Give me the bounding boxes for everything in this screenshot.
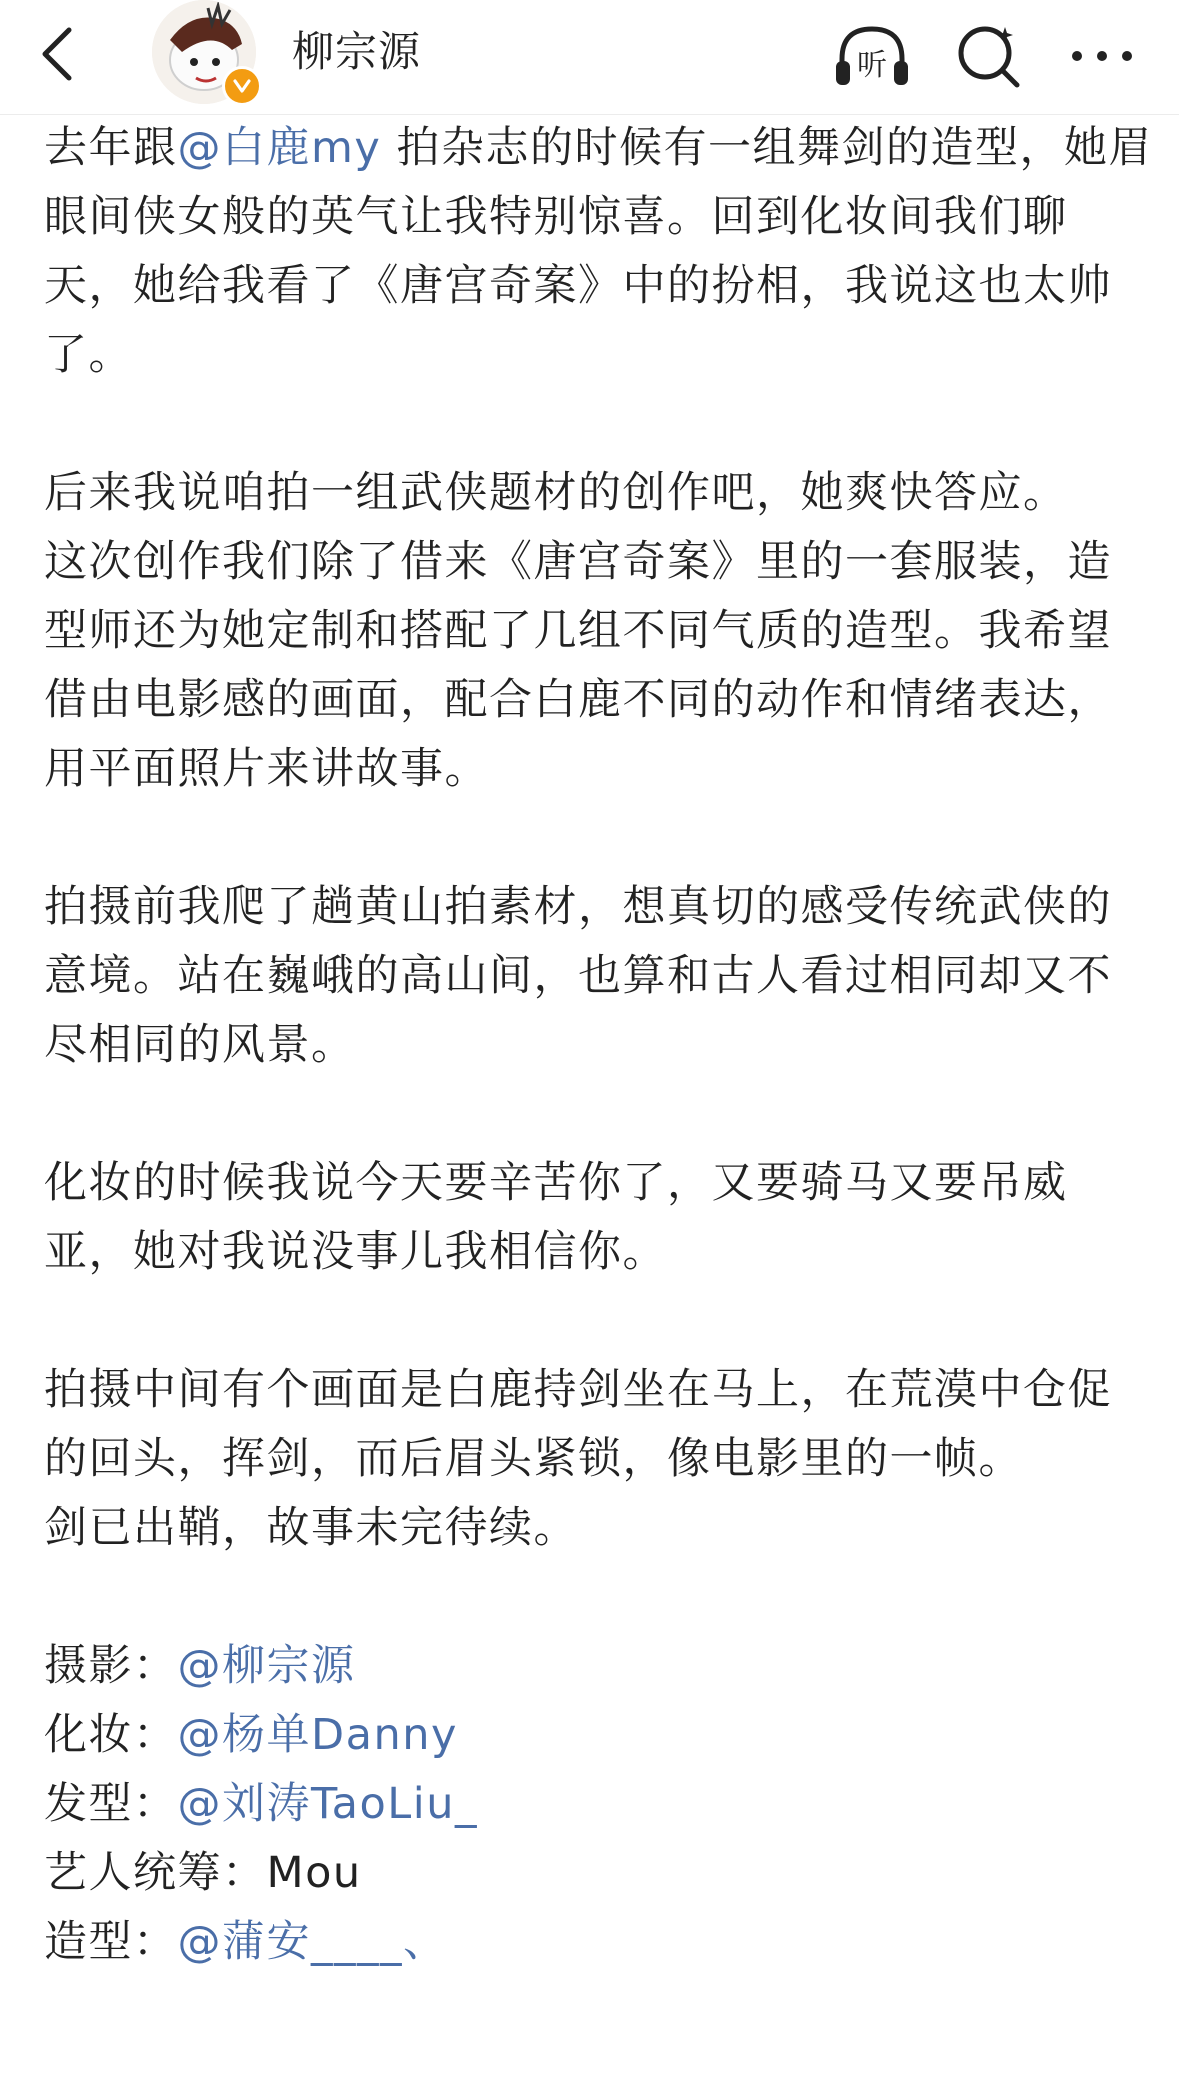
credit-label: 造型： xyxy=(44,1917,178,1967)
paragraph-gap xyxy=(44,1287,1154,1356)
paragraph-gap xyxy=(44,390,1154,459)
mention-link[interactable]: @白鹿my xyxy=(177,123,382,173)
search-icon xyxy=(953,21,1023,91)
post-author-name[interactable]: 柳宗源 xyxy=(292,27,422,76)
mention-link[interactable]: @杨单Danny xyxy=(177,1710,458,1760)
back-button[interactable] xyxy=(22,14,92,94)
paragraph-text: 拍杂志的时候有一组舞剑的造型，她眉眼间侠女般的英气让我特别惊喜。回到化妆间我们聊天，她给我看了《唐宫奇案》中的扮相，我说这也太帅了。 xyxy=(44,123,1154,380)
post-paragraph xyxy=(44,114,1154,390)
chevron-left-icon xyxy=(37,24,77,84)
listen-button[interactable] xyxy=(832,16,912,96)
paragraph-gap xyxy=(44,804,1154,873)
post-paragraph: 这次创作我们除了借来《唐宫奇案》里的一套服装，造型师还为她定制和搭配了几组不同气质的造型。我希望借由电影感的画面，配合白鹿不同的动作和情绪表达，用平面照片来讲故事。 xyxy=(44,537,1112,794)
post-paragraph: 后来我说咱拍一组武侠题材的创作吧，她爽快答应。 xyxy=(44,468,1068,518)
verified-badge-icon xyxy=(222,66,262,106)
search-button[interactable] xyxy=(948,16,1028,96)
credit-row xyxy=(44,1770,1154,1839)
credit-row xyxy=(44,1632,1154,1701)
mention-link[interactable]: @柳宗源 xyxy=(177,1641,356,1691)
post-paragraph: 拍摄中间有个画面是白鹿持剑坐在马上，在荒漠中仓促的回头，挥剑，而后眉头紧锁，像电影里的一帧。 xyxy=(44,1365,1112,1484)
post-paragraph: 拍摄前我爬了趟黄山拍素材，想真切的感受传统武侠的意境。站在巍峨的高山间，也算和古人看过相同却又不尽相同的风景。 xyxy=(44,882,1112,1070)
credit-row xyxy=(44,1839,1154,1908)
credit-row xyxy=(44,1701,1154,1770)
paragraph-text: 去年跟 xyxy=(44,123,178,173)
mention-link[interactable]: @刘涛TaoLiu_ xyxy=(177,1779,478,1829)
paragraph-gap xyxy=(44,1563,1154,1632)
credit-label: 摄影： xyxy=(44,1641,178,1691)
post-paragraph: 化妆的时候我说今天要辛苦你了，又要骑马又要吊威亚，她对我说没事儿我相信你。 xyxy=(44,1158,1068,1277)
credit-row xyxy=(44,1908,1154,1977)
svg-text:听: 听 xyxy=(857,48,887,83)
credit-label: 化妆： xyxy=(44,1710,178,1760)
credit-value: Mou xyxy=(266,1848,362,1898)
mention-link[interactable]: @蒲安____、 xyxy=(177,1917,448,1967)
more-options-button[interactable] xyxy=(1062,16,1142,96)
credits-list xyxy=(44,1632,1154,1977)
post-body xyxy=(44,114,1154,1977)
top-nav-bar xyxy=(0,0,1179,115)
credit-label: 艺人统筹： xyxy=(44,1848,267,1898)
credit-label: 发型： xyxy=(44,1779,178,1829)
more-dots-icon xyxy=(1067,46,1137,66)
avatar[interactable] xyxy=(152,0,262,104)
headphones-icon xyxy=(832,21,912,91)
post-paragraph: 剑已出鞘，故事未完待续。 xyxy=(44,1503,578,1553)
paragraph-gap xyxy=(44,1080,1154,1149)
